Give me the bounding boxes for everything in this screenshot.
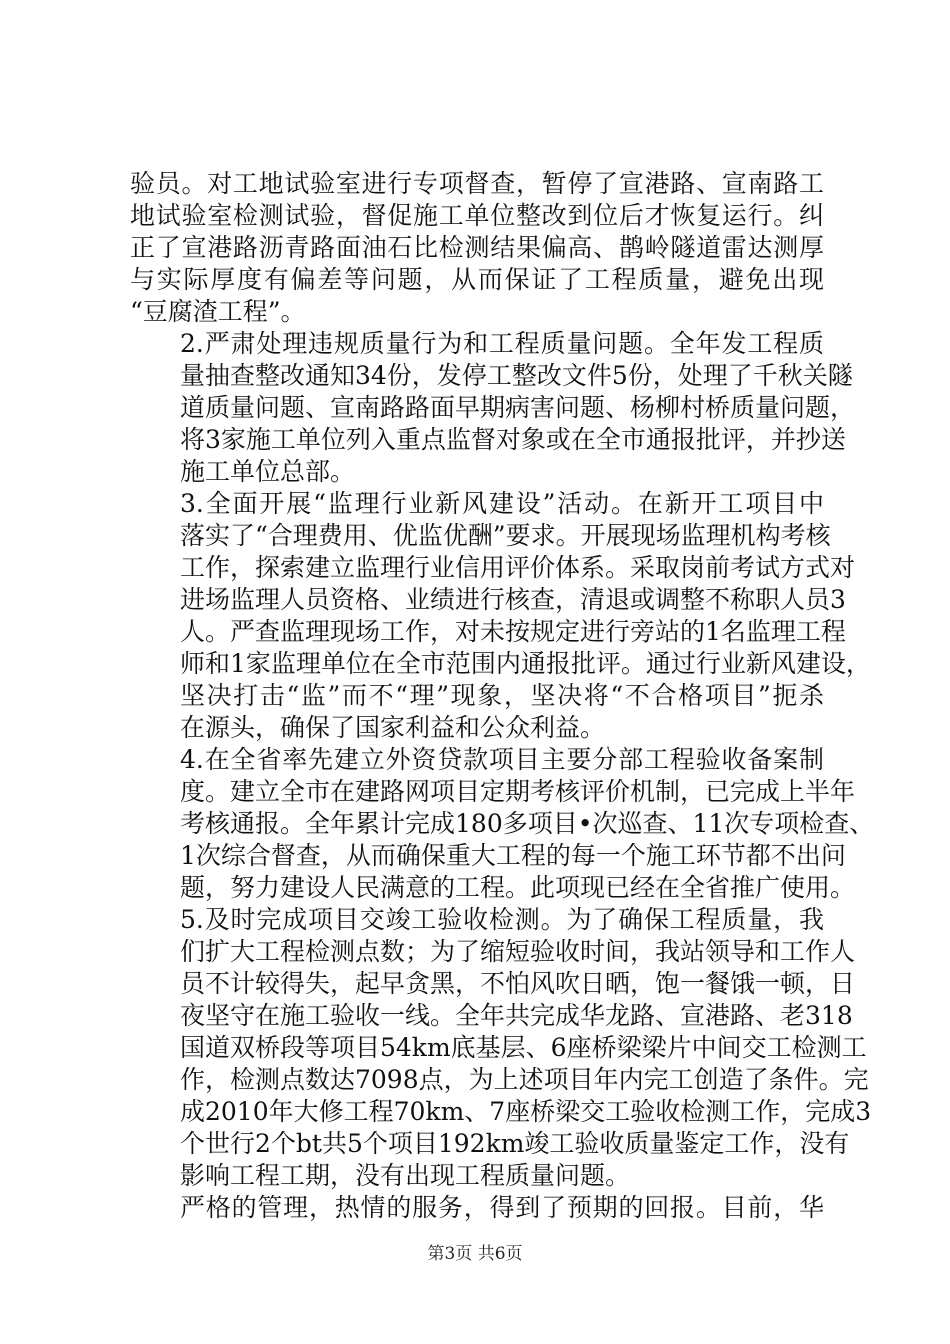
text-line: 影响工程工期，没有出现工程质量问题。 [180, 1161, 631, 1190]
text-line: 夜坚守在施工验收一线。全年共完成华龙路、宣港路、老318 [180, 1001, 853, 1030]
text-line: 量抽查整改通知34份，发停工整改文件5份，处理了千秋关隧 [180, 361, 853, 390]
text-line: 工作，探索建立监理行业信用评价体系。采取岗前考试方式对 [180, 553, 856, 582]
document-body [130, 168, 875, 1224]
text-line: 正了宣港路沥青路面油石比检测结果偏高、鹊岭隧道雷达测厚 [130, 233, 824, 262]
text-line: 施工单位总部。 [180, 457, 356, 486]
body-paragraph [130, 488, 871, 744]
body-paragraph [130, 328, 856, 488]
text-line: 度。建立全市在建路网项目定期考核评价机制，已完成上半年 [180, 777, 856, 806]
text-line: 3.全面开展“监理行业新风建设”活动。在新开工项目中 [180, 489, 824, 518]
text-line: 个世行2个bt共5个项目192km竣工验收质量鉴定工作，没有 [180, 1129, 850, 1158]
text-line: 作，检测点数达7098点，为上述项目年内完工创造了条件。完 [180, 1065, 869, 1094]
text-line: 成2010年大修工程70km、7座桥梁交工验收检测工作，完成3 [180, 1097, 872, 1126]
text-line: 验员。对工地试验室进行专项督查，暂停了宣港路、宣南路工 [130, 169, 824, 198]
text-line: 严格的管理，热情的服务，得到了预期的回报。目前，华 [180, 1193, 824, 1222]
page-footer [0, 1244, 950, 1264]
body-paragraph [130, 168, 824, 328]
text-line: 4.在全省率先建立外资贷款项目主要分部工程验收备案制 [180, 745, 824, 774]
text-line: 进场监理人员资格、业绩进行核查，清退或调整不称职人员3 [180, 585, 846, 614]
body-paragraph [130, 1192, 824, 1224]
text-line: 员不计较得失，起早贪黑，不怕风吹日晒，饱一餐饿一顿，日 [180, 969, 856, 998]
page-number-label: 第3页 共6页 [427, 1244, 523, 1264]
text-line: “豆腐渣工程”。 [130, 297, 306, 326]
text-line: 2.严肃处理违规质量行为和工程质量问题。全年发工程质 [180, 329, 824, 358]
text-line: 道质量问题、宣南路路面早期病害问题、杨柳村桥质量问题， [180, 393, 856, 422]
text-line: 考核通报。全年累计完成180多项目•次巡查、11次专项检查、 [180, 809, 875, 838]
text-line: 们扩大工程检测点数；为了缩短验收时间，我站领导和工作人 [180, 937, 856, 966]
text-line: 将3家施工单位列入重点监督对象或在全市通报批评，并抄送 [180, 425, 846, 454]
text-line: 落实了“合理费用、优监优酬”要求。开展现场监理机构考核 [180, 521, 831, 550]
text-line: 人。严查监理现场工作，对未按规定进行旁站的1名监理工程 [180, 617, 846, 646]
text-line: 5.及时完成项目交竣工验收检测。为了确保工程质量，我 [180, 905, 824, 934]
body-paragraph [130, 744, 875, 904]
body-paragraph [130, 904, 872, 1192]
text-line: 题，努力建设人民满意的工程。此项现已经在全省推广使用。 [180, 873, 856, 902]
text-line: 国道双桥段等项目54km底基层、6座桥梁梁片中间交工检测工 [180, 1033, 867, 1062]
text-line: 师和1家监理单位在全市范围内通报批评。通过行业新风建设， [180, 649, 871, 678]
text-line: 地试验室检测试验，督促施工单位整改到位后才恢复运行。纠 [130, 201, 824, 230]
text-line: 1次综合督查，从而确保重大工程的每一个施工环节都不出问 [180, 841, 846, 870]
text-line: 与实际厚度有偏差等问题，从而保证了工程质量，避免出现 [130, 265, 824, 294]
text-line: 在源头，确保了国家利益和公众利益。 [180, 713, 606, 742]
text-line: 坚决打击“监”而不“理”现象，坚决将“不合格项目”扼杀 [180, 681, 824, 710]
